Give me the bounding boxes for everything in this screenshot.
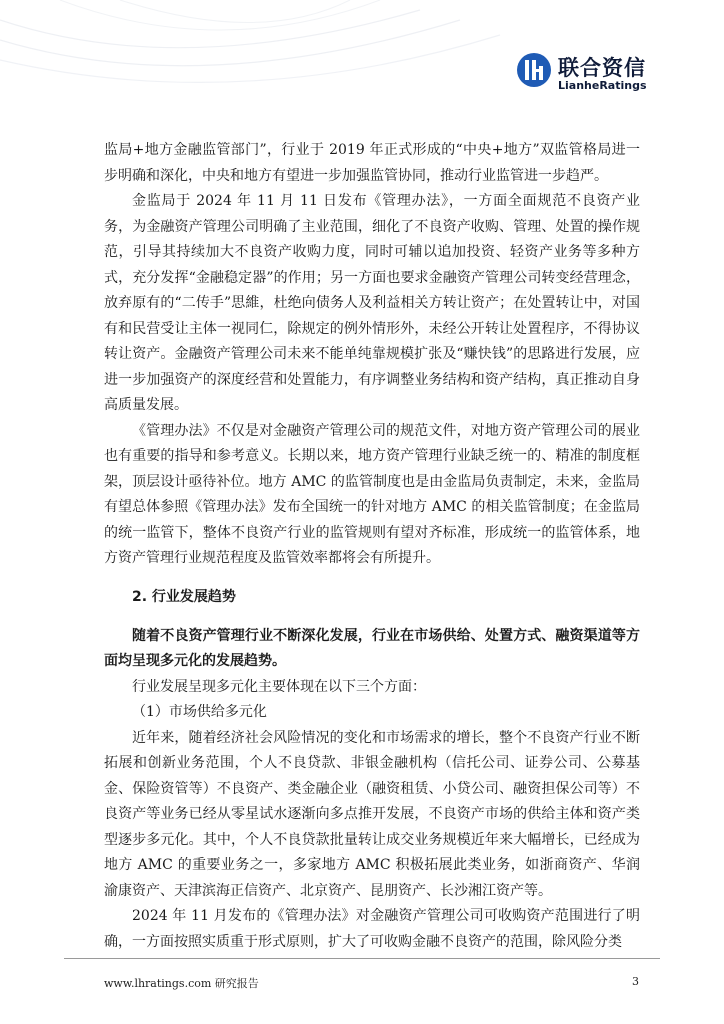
logo-english-name: LianheRatings xyxy=(558,79,647,92)
logo-chinese-name: 联合资信 xyxy=(558,56,646,80)
paragraph-5: 行业发展呈现多元化主要体现在以下三个方面： xyxy=(132,678,426,695)
paragraph-2: 金监局于 2024 年 11 月 11 日发布《管理办法》，一方面全面规范不良资产业务，为金融资产管理公司明确了主业范围，细化了不良资产收购、管理、处置的操作规范，引导其持续加大不良资产收购力度，同时可辅以追加投资、轻资产业务等多种方式，充分发挥“金融稳定器”的作用；另一方面也要求金融资产管理公司转变经营理念，放弃原有的“二传手”思維，杜绝向债务人及利益相关方转让资产；在处置转让中，对国有和民营受让主体一视同仁，除规定的例外情形外，未经公开转让处置程序，不得协议转让资产。金融资产管理公司未来不能单纯靠规模扩张及“赚快钱”的思路进行发展，应进一步加强资产的深度经营和处置能力，有序调整业务结构和资产结构，真正推动自身高质量发展。 xyxy=(104,193,640,413)
lianhe-logo-icon xyxy=(516,52,552,88)
section-heading: 2. 行业发展趋势 xyxy=(132,588,236,605)
paragraph-3: 《管理办法》不仅是对金融资产管理公司的规范文件，对地方资产管理公司的展业也有重要的指导和参考意义。长期以来，地方资产管理行业缺乏统一的、精准的制度框架，顶层设计亟待补位。地方 AMC 的监管制度也是由金监局负责制定，未来，金监局有望总体参照《管理办法》发布全国统一的针对地方 AMC 的相关监管制度；在金监局的统一监管下，整体不良资产行业的监管规则有望对齐标准，形成统一的监管体系，地方资产管理行业规范程度及监管效率都将会有所提升。 xyxy=(104,422,640,566)
paragraph-summary-bold: 随着不良资产管理行业不断深化发展，行业在市场供给、处置方式、融资渠道等方面均呈现多元化的发展趋势。 xyxy=(104,627,640,669)
page-number: 3 xyxy=(632,975,639,988)
paragraph-8: 2024 年 11 月发布的《管理办法》对金融资产管理公司可收购资产范围进行了明确，一方面按照实质重于形式原则，扩大了可收购金融不良资产的范围，除风险分类 xyxy=(104,908,640,950)
footer-site-label: www.lhratings.com 研究报告 xyxy=(104,977,259,990)
company-logo xyxy=(516,52,656,96)
subheading-market-supply: （1）市场供给多元化 xyxy=(132,704,267,720)
paragraph-7: 近年来，随着经济社会风险情况的变化和市场需求的增长，整个不良资产行业不断拓展和创新业务范围，个人不良贷款、非银金融机构（信托公司、证券公司、公募基金、保险资管等）不良资产、类金融企业（融资租赁、小贷公司、融资担保公司等）不良资产等业务已经从零星试水逐渐向多点推开发展，不良资产市场的供给主体和资产类型逐步多元化。其中，个人不良贷款批量转让成交业务规模近年来大幅增长，已经成为地方 AMC 的重要业务之一，多家地方 AMC 积极拓展此类业务，如浙商资产、华润渝康资产、天津滨海正信资产、北京资产、昆朋资产、长沙湘江资产等。 xyxy=(104,729,640,899)
paragraph-1: 监局+地方金融监管部门”，行业于 2019 年正式形成的“中央+地方”双监管格局进一步明确和深化，中央和地方有望进一步加强监管协同，推动行业监管进一步趋严。 xyxy=(104,142,640,184)
footer-divider xyxy=(64,958,660,959)
report-body xyxy=(104,138,640,955)
